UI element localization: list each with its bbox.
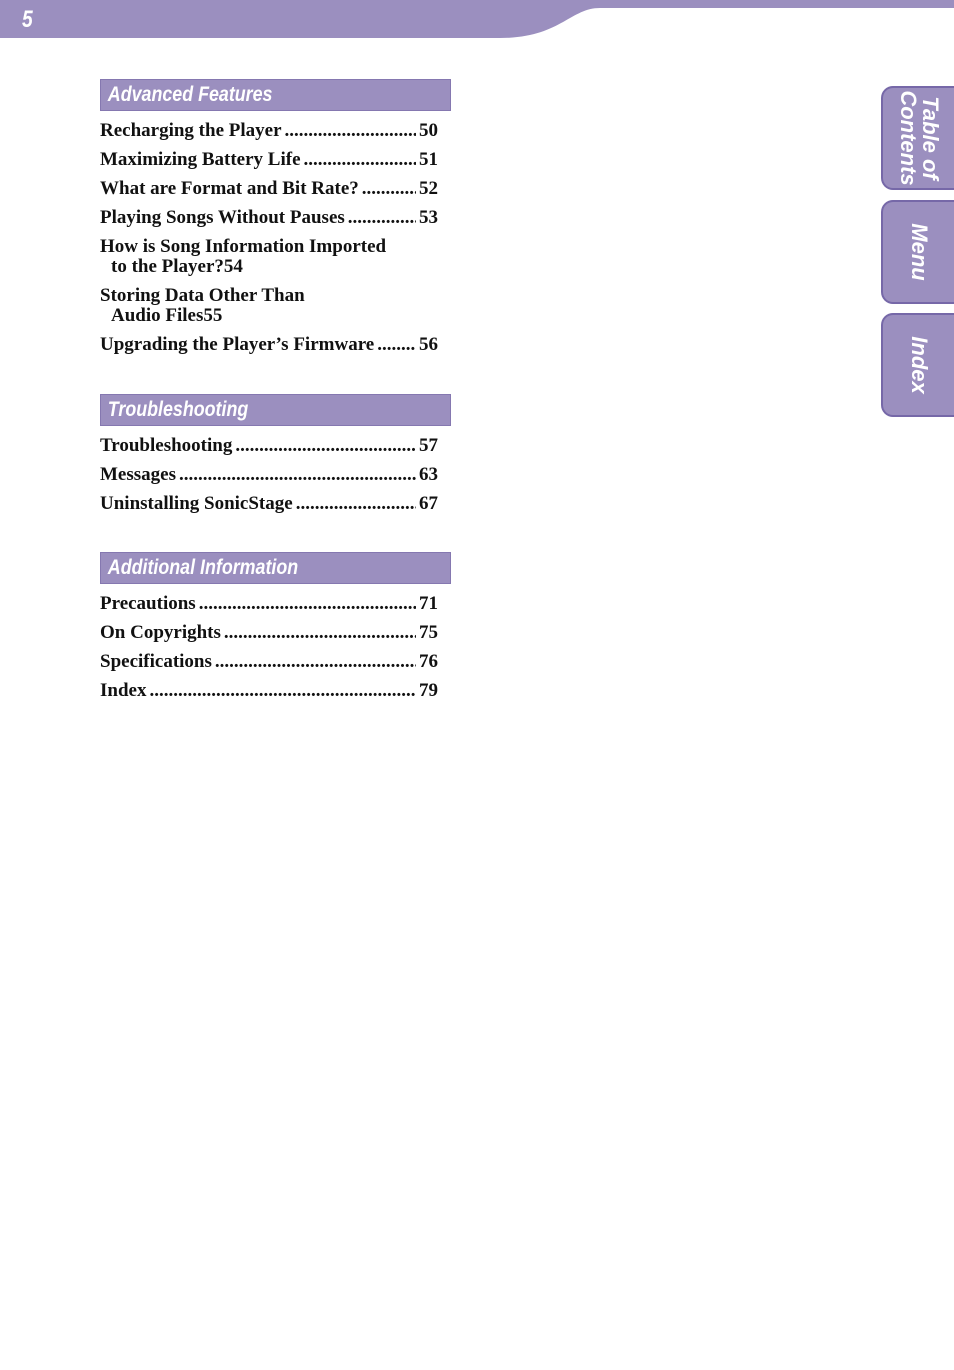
section-additional-information bbox=[100, 552, 438, 710]
entry-title: Recharging the Player bbox=[100, 120, 282, 141]
entry-title: Maximizing Battery Life bbox=[100, 149, 301, 170]
toc-entry[interactable] bbox=[100, 623, 438, 643]
section-troubleshooting bbox=[100, 394, 438, 523]
entry-title: Playing Songs Without Pauses bbox=[100, 207, 345, 228]
section-heading-text: Additional Information bbox=[107, 556, 299, 579]
dot-leader bbox=[235, 436, 416, 456]
tab-label-line1: Table of bbox=[917, 96, 943, 180]
page-number: 5 bbox=[22, 6, 33, 33]
toc-entry-list bbox=[100, 436, 438, 514]
entry-title: Precautions bbox=[100, 593, 196, 614]
entry-page: 52 bbox=[419, 178, 438, 199]
entry-title: Troubleshooting bbox=[100, 435, 233, 456]
entry-page: 54 bbox=[223, 256, 243, 277]
dot-leader bbox=[199, 594, 416, 614]
tab-menu[interactable] bbox=[881, 200, 954, 304]
entry-page: 79 bbox=[419, 680, 438, 701]
entry-page: 50 bbox=[419, 120, 438, 141]
toc-entry[interactable] bbox=[100, 121, 438, 141]
entry-page: 51 bbox=[419, 149, 438, 170]
dot-leader bbox=[215, 652, 416, 672]
tab-menu-label: Menu bbox=[906, 223, 932, 281]
entry-title: Uninstalling SonicStage bbox=[100, 493, 293, 514]
entry-page: 75 bbox=[419, 622, 438, 643]
entry-title: On Copyrights bbox=[100, 622, 221, 643]
toc-entry[interactable] bbox=[100, 681, 438, 701]
entry-page: 57 bbox=[419, 435, 438, 456]
dot-leader bbox=[377, 335, 416, 355]
entry-title: Messages bbox=[100, 464, 176, 485]
toc-entry[interactable] bbox=[100, 465, 438, 485]
tab-index[interactable] bbox=[881, 313, 954, 417]
toc-entry[interactable] bbox=[100, 208, 438, 228]
toc-entry[interactable] bbox=[100, 652, 438, 672]
tab-table-of-contents-label bbox=[897, 90, 941, 185]
dot-leader bbox=[224, 623, 416, 643]
entry-page: 63 bbox=[419, 464, 438, 485]
entry-page: 71 bbox=[419, 593, 438, 614]
toc-entry[interactable] bbox=[100, 150, 438, 170]
dot-leader bbox=[179, 465, 416, 485]
entry-page: 67 bbox=[419, 493, 438, 514]
section-heading bbox=[100, 79, 451, 111]
section-heading-text: Troubleshooting bbox=[107, 398, 249, 421]
section-heading bbox=[100, 552, 451, 584]
toc-entry[interactable] bbox=[100, 179, 438, 199]
section-heading bbox=[100, 394, 451, 426]
entry-page: 76 bbox=[419, 651, 438, 672]
entry-page: 53 bbox=[419, 207, 438, 228]
entry-title-line1: Storing Data Other Than bbox=[100, 285, 305, 306]
entry-title-line1: How is Song Information Imported bbox=[100, 236, 387, 257]
dot-leader bbox=[149, 681, 416, 701]
section-advanced-features bbox=[100, 79, 438, 364]
dot-leader bbox=[285, 121, 416, 141]
dot-leader bbox=[348, 208, 416, 228]
section-heading-text: Advanced Features bbox=[107, 83, 273, 106]
tab-index-label: Index bbox=[906, 336, 932, 394]
header-bar bbox=[0, 0, 954, 40]
toc-entry[interactable] bbox=[100, 237, 438, 277]
toc-entry-list bbox=[100, 121, 438, 355]
entry-title: What are Format and Bit Rate? bbox=[100, 178, 359, 199]
tab-table-of-contents[interactable] bbox=[881, 86, 954, 190]
toc-entry[interactable] bbox=[100, 594, 438, 614]
toc-entry[interactable] bbox=[100, 494, 438, 514]
dot-leader bbox=[296, 494, 416, 514]
toc-entry[interactable] bbox=[100, 286, 438, 326]
tab-label-line2: Contents bbox=[895, 90, 921, 186]
entry-title: Index bbox=[100, 680, 147, 701]
toc-entry-list bbox=[100, 594, 438, 701]
dot-leader bbox=[304, 150, 416, 170]
entry-title-line2: Audio Files bbox=[111, 305, 204, 326]
toc-entry[interactable] bbox=[100, 436, 438, 456]
entry-title-line2: to the Player? bbox=[111, 256, 224, 277]
entry-page: 55 bbox=[203, 305, 223, 326]
entry-title: Specifications bbox=[100, 651, 212, 672]
toc-entry[interactable] bbox=[100, 335, 438, 355]
dot-leader bbox=[362, 179, 416, 199]
entry-title: Upgrading the Player’s Firmware bbox=[100, 334, 375, 355]
entry-page: 56 bbox=[419, 334, 438, 355]
